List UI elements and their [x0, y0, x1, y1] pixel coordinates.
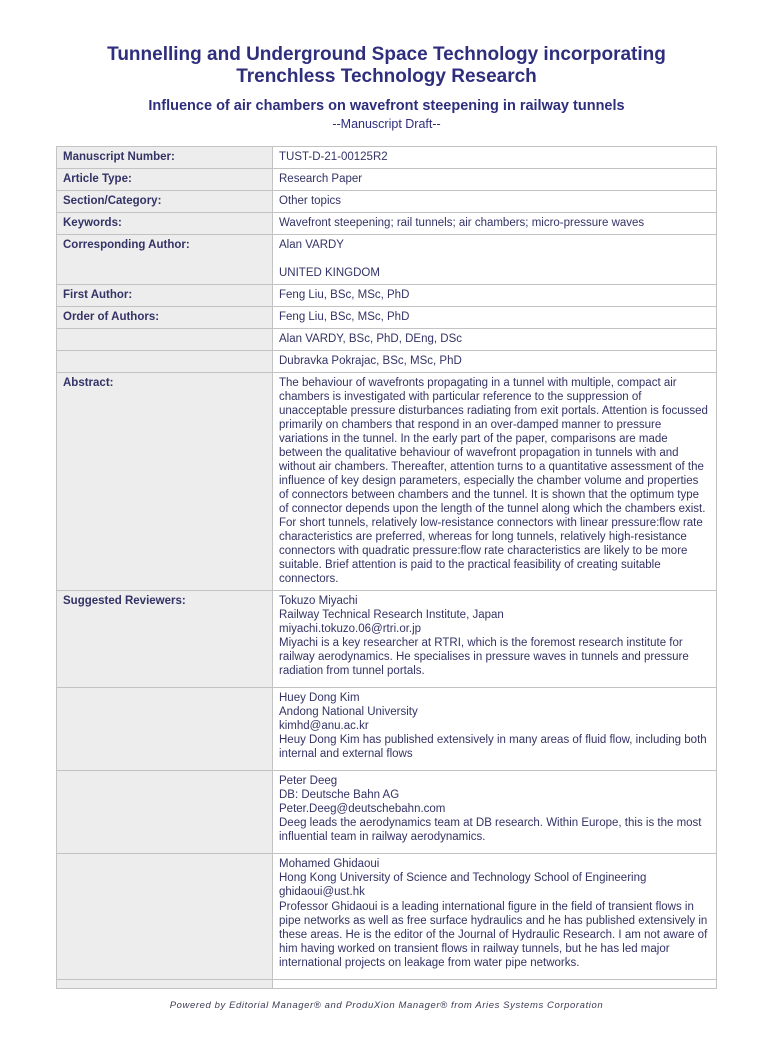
value-manuscript-number: TUST-D-21-00125R2	[279, 150, 388, 163]
value-keywords: Wavefront steepening; rail tunnels; air chambers; micro-pressure waves	[279, 216, 645, 229]
value-first-author: Feng Liu, BSc, MSc, PhD	[279, 288, 410, 301]
label-section-category: Section/Category:	[57, 191, 273, 212]
label-abstract: Abstract:	[57, 373, 273, 590]
label-order-of-authors: Order of Authors:	[57, 307, 273, 328]
row-article-type	[57, 168, 716, 190]
label-first-author: First Author:	[57, 285, 273, 306]
row-order-of-authors-2	[57, 328, 716, 350]
blank-line	[279, 252, 710, 266]
reviewer-affiliation: Hong Kong University of Science and Technology School of Engineering	[279, 872, 647, 885]
row-corresponding-author	[57, 234, 716, 284]
value-section-category: Other topics	[279, 194, 341, 207]
author-entry: Dubravka Pokrajac, BSc, MSc, PhD	[279, 354, 462, 367]
reviewer-name: Tokuzo Miyachi	[279, 595, 358, 608]
label-corresponding-author: Corresponding Author:	[57, 235, 273, 284]
row-suggested-reviewer-4	[57, 853, 716, 978]
label-empty	[57, 351, 273, 372]
reviewer-comment: Deeg leads the aerodynamics team at DB research. Within Europe, this is the most influential team in railway aerodynamics.	[279, 817, 702, 844]
corresponding-author-name: Alan VARDY	[279, 238, 344, 251]
reviewer-email: miyachi.tokuzo.06@rtri.or.jp	[279, 623, 422, 636]
label-empty	[57, 329, 273, 350]
row-empty-stub	[57, 979, 716, 988]
manuscript-details-table	[56, 146, 717, 989]
label-empty	[57, 980, 273, 988]
label-empty	[57, 771, 273, 853]
value-article-type: Research Paper	[279, 172, 363, 185]
row-abstract	[57, 372, 716, 590]
author-entry: Alan VARDY, BSc, PhD, DEng, DSc	[279, 332, 463, 345]
row-suggested-reviewer-1	[57, 590, 716, 687]
reviewer-comment: Heuy Dong Kim has published extensively in many areas of fluid flow, including both internal and external flows	[279, 734, 707, 761]
reviewer-block	[273, 854, 716, 978]
row-section-category	[57, 190, 716, 212]
value-corresponding-author	[273, 235, 716, 284]
reviewer-comment: Professor Ghidaoui is a leading international figure in the field of transient flows in pipe networks as well as free surface hydraulics and he has published extensively in these areas. He is the editor of the Journal of Hydraulic Research. I am not aware of him having worked on transient flows in railway tunnels, but he has led major international projects on leakage from water pipe networks.	[279, 900, 708, 969]
reviewer-affiliation: Railway Technical Research Institute, Japan	[279, 609, 504, 622]
reviewer-email: ghidaoui@ust.hk	[279, 886, 365, 899]
author-entry: Feng Liu, BSc, MSc, PhD	[279, 310, 410, 323]
row-suggested-reviewer-2	[57, 687, 716, 770]
powered-by-footer: Powered by Editorial Manager® and ProduXion Manager® from Aries Systems Corporation	[169, 999, 604, 1011]
label-empty	[57, 854, 273, 978]
reviewer-affiliation: Andong National University	[279, 706, 418, 719]
row-manuscript-number	[57, 147, 716, 168]
label-article-type: Article Type:	[57, 169, 273, 190]
value-empty	[273, 980, 716, 988]
row-suggested-reviewer-3	[57, 770, 716, 853]
reviewer-affiliation: DB: Deutsche Bahn AG	[279, 789, 400, 802]
label-suggested-reviewers: Suggested Reviewers:	[57, 591, 273, 687]
row-order-of-authors-1	[57, 306, 716, 328]
row-first-author	[57, 284, 716, 306]
corresponding-author-country: UNITED KINGDOM	[279, 266, 380, 279]
reviewer-name: Peter Deeg	[279, 775, 338, 788]
manuscript-draft-label: --Manuscript Draft--	[332, 116, 441, 131]
reviewer-comment: Miyachi is a key researcher at RTRI, which is the foremost research institute for railway aerodynamics. He specialises in pressure waves in tunnels and pressure radiation from tunnel portals.	[279, 637, 689, 678]
reviewer-block	[273, 688, 716, 770]
reviewer-name: Huey Dong Kim	[279, 692, 360, 705]
reviewer-block	[273, 771, 716, 853]
journal-title: Tunnelling and Underground Space Technology incorporating Trenchless Technology Research	[107, 44, 666, 88]
reviewer-email: Peter.Deeg@deutschebahn.com	[279, 803, 446, 816]
reviewer-name: Mohamed Ghidaoui	[279, 858, 380, 871]
value-abstract: The behaviour of wavefronts propagating in a tunnel with multiple, compact air chambers is investigated with particular reference to the suppression of unacceptable pressure disturbances radiating from exit portals. Attention is focussed primarily on chambers that respond in an over-damped manner to pressure variations in the tunnel. In the early part of the paper, comparisons are made between the qualitative behaviour of wavefront propagation in tunnels with and without air chambers. Thereafter, attention turns to a quantitative assessment of the influence of key design parameters, especially the chamber volume and properties of connectors between chambers and the tunnel. It is shown that the optimum type of connector depends upon the length of the tunnel along which the chambers exist. For short tunnels, relatively low-resistance connectors with linear pressure:flow rate characteristics are preferred, whereas for long tunnels, relatively high-resistance connectors with quadratic pressure:flow rate characteristics are likely to be more suitable. Brief attention is paid to the practical feasibility of creating suitable connectors.	[279, 376, 708, 586]
manuscript-draft-page	[0, 44, 773, 1011]
label-keywords: Keywords:	[57, 213, 273, 234]
row-order-of-authors-3	[57, 350, 716, 372]
label-manuscript-number: Manuscript Number:	[57, 147, 273, 168]
article-title: Influence of air chambers on wavefront steepening in railway tunnels	[148, 97, 625, 114]
label-empty	[57, 688, 273, 770]
row-keywords	[57, 212, 716, 234]
reviewer-email: kimhd@anu.ac.kr	[279, 720, 369, 733]
reviewer-block	[273, 591, 716, 687]
